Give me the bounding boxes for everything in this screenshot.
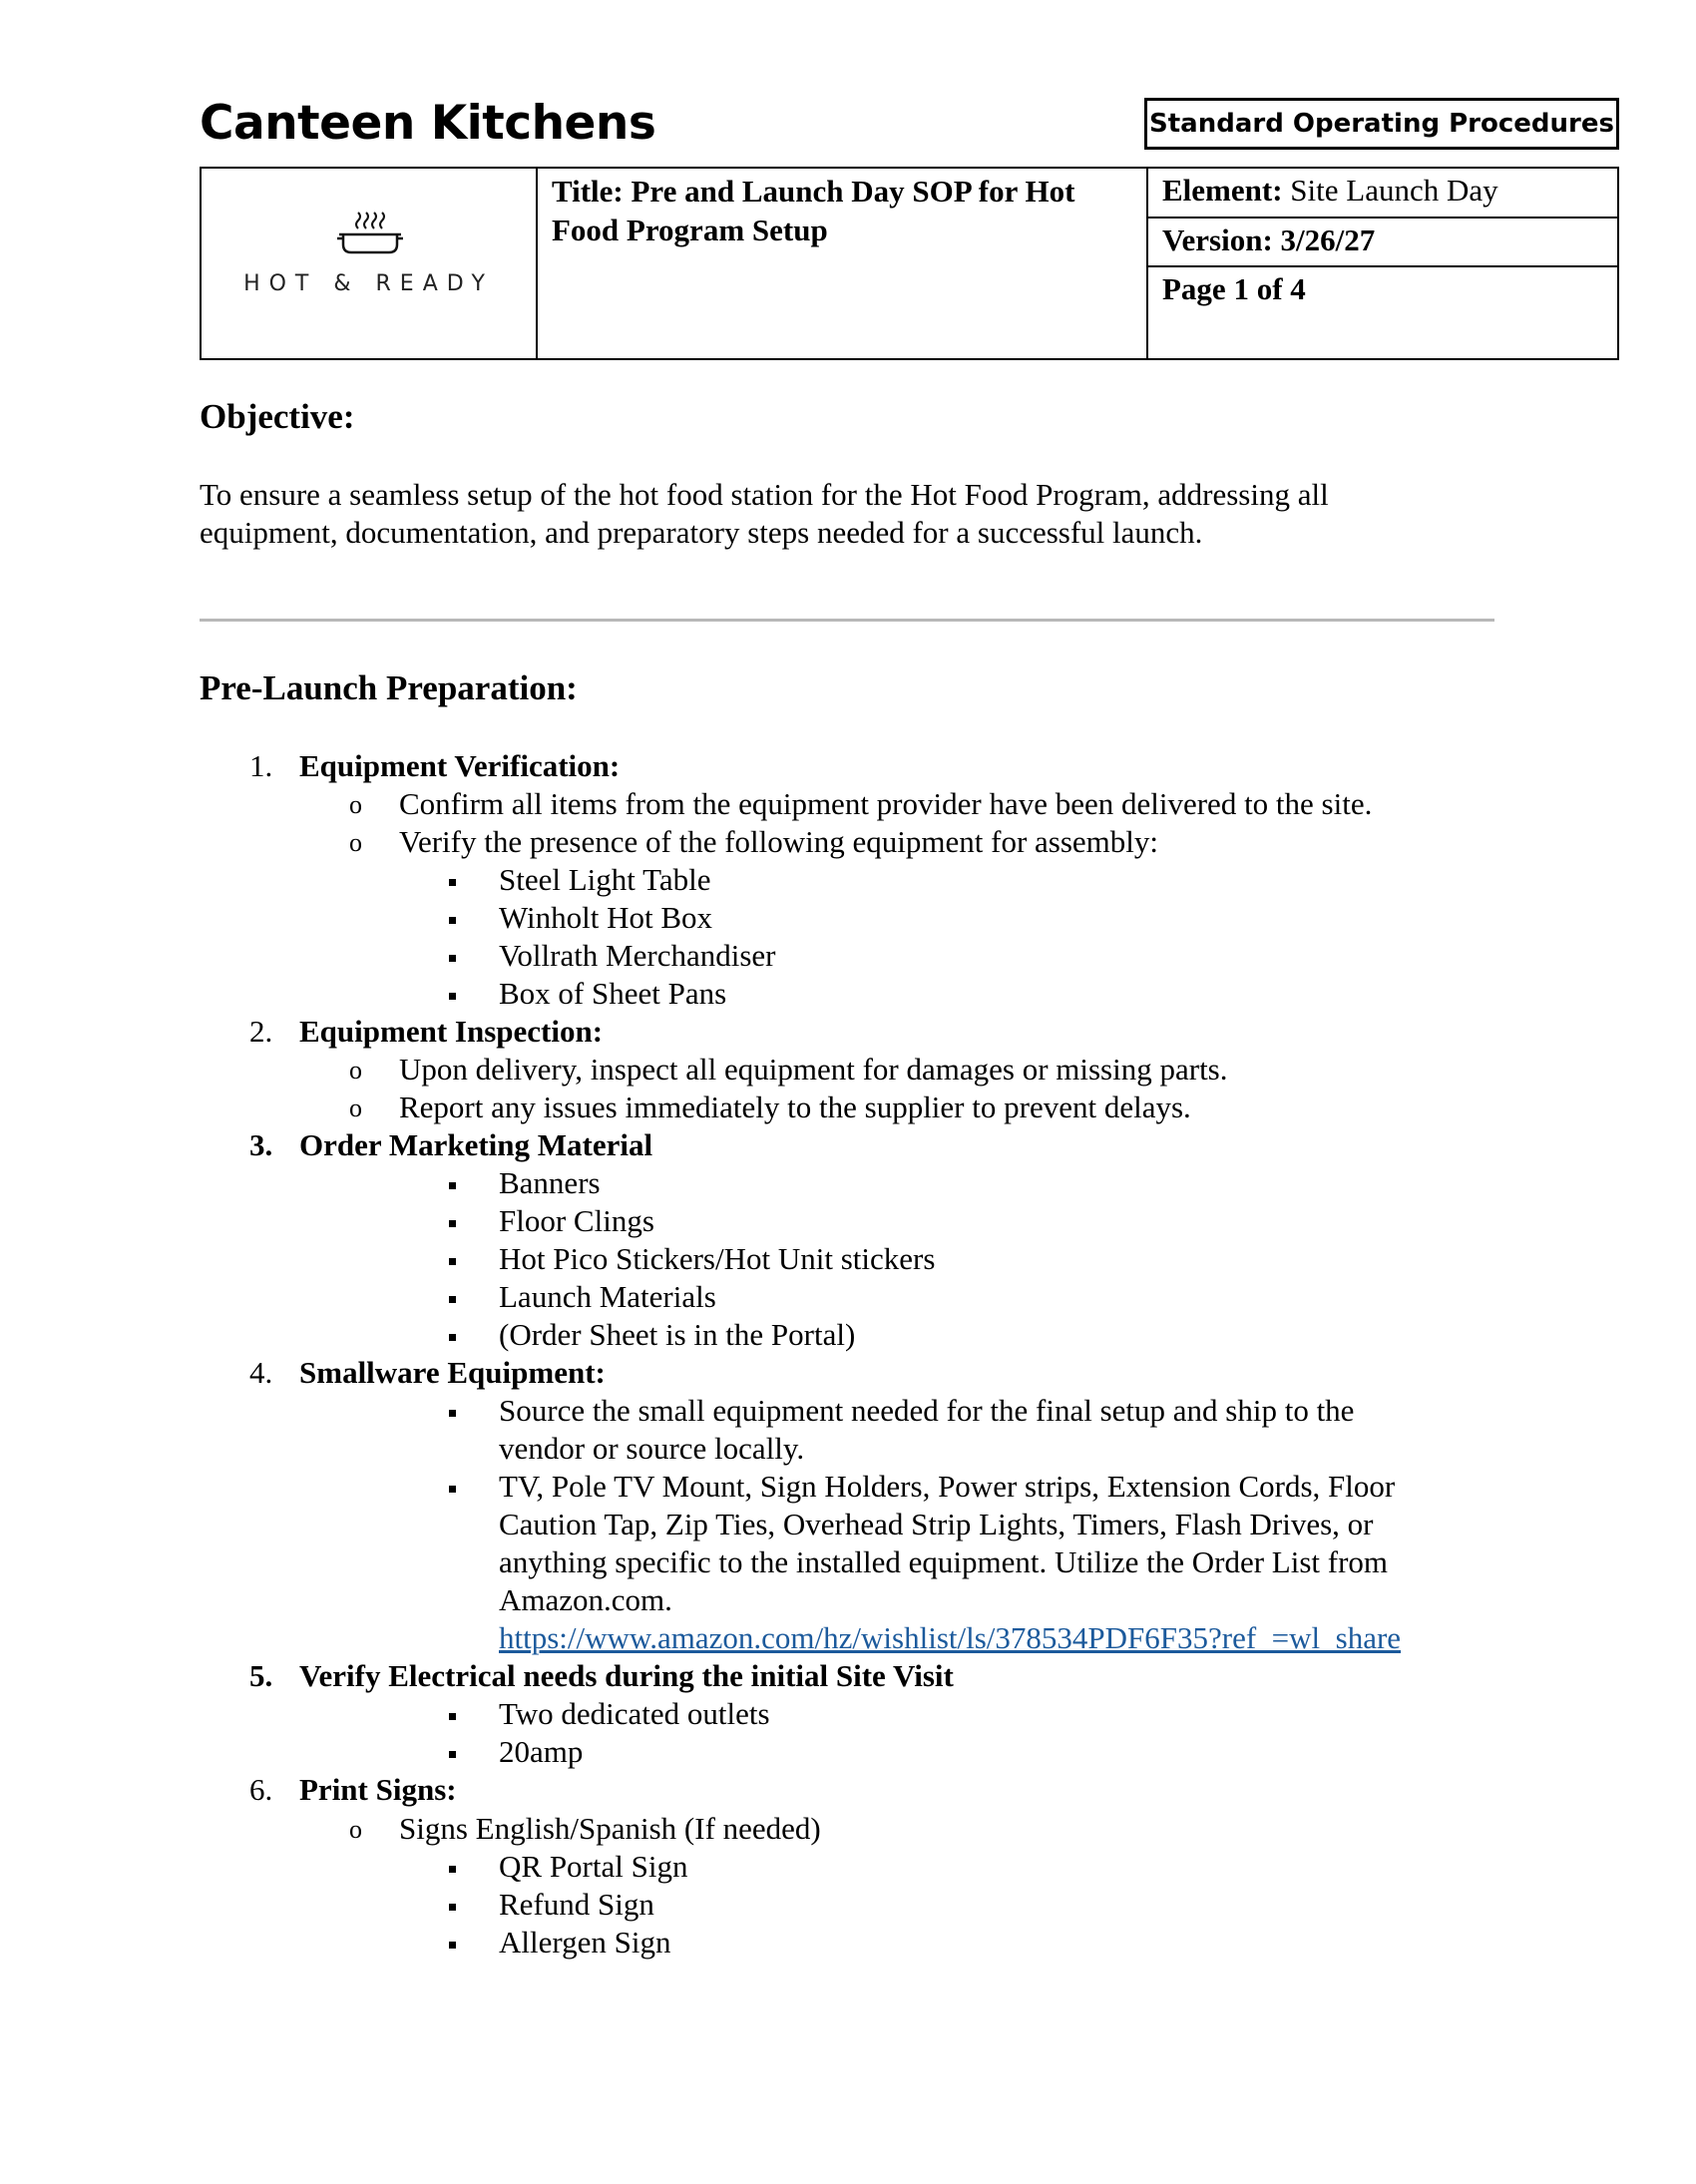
list-item: Steel Light Table bbox=[499, 862, 711, 897]
divider bbox=[200, 619, 1494, 622]
square-bullet bbox=[449, 1866, 456, 1873]
logo-text: HOT & READY bbox=[243, 271, 494, 296]
square-bullet bbox=[449, 1182, 456, 1189]
list-number: 3. bbox=[249, 1127, 273, 1162]
objective-line-2: equipment, documentation, and preparatory steps needed for a successful launch. bbox=[200, 515, 1203, 550]
sop-label: Standard Operating Procedures bbox=[1149, 109, 1614, 139]
square-bullet bbox=[449, 917, 456, 924]
square-bullet bbox=[449, 1334, 456, 1341]
list-item: Report any issues immediately to the supplier to prevent delays. bbox=[399, 1090, 1191, 1124]
circle-bullet: o bbox=[349, 1815, 362, 1844]
section-title: Print Signs: bbox=[299, 1772, 457, 1807]
list-item-line: Caution Tap, Zip Ties, Overhead Strip Lights, Timers, Flash Drives, or bbox=[499, 1507, 1374, 1541]
section-title: Order Marketing Material bbox=[299, 1127, 653, 1162]
square-bullet bbox=[449, 1258, 456, 1265]
square-bullet bbox=[449, 993, 456, 1000]
list-item: Verify the presence of the following equipment for assembly: bbox=[399, 824, 1158, 859]
square-bullet bbox=[449, 1904, 456, 1911]
list-item-line: Source the small equipment needed for the final setup and ship to the bbox=[499, 1393, 1355, 1428]
list-item: Signs English/Spanish (If needed) bbox=[399, 1811, 821, 1846]
steaming-dish-icon bbox=[335, 209, 405, 258]
list-item-line: vendor or source locally. bbox=[499, 1431, 805, 1466]
list-number: 1. bbox=[249, 748, 273, 783]
title-cell bbox=[538, 169, 1148, 358]
list-item: QR Portal Sign bbox=[499, 1849, 688, 1884]
list-item-line: Amazon.com. bbox=[499, 1582, 672, 1617]
list-item: Upon delivery, inspect all equipment for damages or missing parts. bbox=[399, 1052, 1228, 1087]
square-bullet bbox=[449, 1751, 456, 1758]
list-item: Floor Clings bbox=[499, 1203, 654, 1238]
square-bullet bbox=[449, 1942, 456, 1949]
list-number: 4. bbox=[249, 1355, 273, 1390]
section-title: Smallware Equipment: bbox=[299, 1355, 606, 1390]
list-item: Hot Pico Stickers/Hot Unit stickers bbox=[499, 1241, 936, 1276]
list-item: Vollrath Merchandiser bbox=[499, 938, 776, 973]
objective-heading: Objective: bbox=[200, 397, 355, 436]
square-bullet bbox=[449, 1713, 456, 1720]
square-bullet bbox=[449, 1410, 456, 1417]
document-title bbox=[552, 172, 1132, 249]
objective-text bbox=[200, 476, 1496, 552]
list-item: Confirm all items from the equipment provider have been delivered to the site. bbox=[399, 786, 1373, 821]
list-item: Box of Sheet Pans bbox=[499, 976, 727, 1011]
sop-label-box bbox=[1144, 98, 1619, 150]
square-bullet bbox=[449, 955, 456, 962]
list-item: Allergen Sign bbox=[499, 1925, 671, 1960]
element-value: Site Launch Day bbox=[1290, 173, 1498, 208]
list-item: Launch Materials bbox=[499, 1279, 716, 1314]
version-row: Version: 3/26/27 bbox=[1148, 218, 1617, 267]
square-bullet bbox=[449, 1296, 456, 1303]
page-row: Page 1 of 4 bbox=[1162, 271, 1306, 306]
meta-cell bbox=[1148, 169, 1617, 358]
title-line-2: Food Program Setup bbox=[552, 213, 828, 247]
list-item: (Order Sheet is in the Portal) bbox=[499, 1317, 856, 1352]
section-title: Equipment Verification: bbox=[299, 748, 621, 783]
company-name: Canteen Kitchens bbox=[200, 96, 656, 151]
circle-bullet: o bbox=[349, 1056, 362, 1085]
element-row bbox=[1148, 169, 1617, 218]
circle-bullet: o bbox=[349, 790, 362, 819]
circle-bullet: o bbox=[349, 1093, 362, 1122]
list-item-line: TV, Pole TV Mount, Sign Holders, Power strips, Extension Cords, Floor bbox=[499, 1469, 1396, 1504]
list-number: 6. bbox=[249, 1772, 273, 1807]
circle-bullet: o bbox=[349, 828, 362, 857]
header-table bbox=[200, 167, 1619, 360]
square-bullet bbox=[449, 1486, 456, 1493]
section-title: Verify Electrical needs during the initial Site Visit bbox=[299, 1658, 954, 1693]
objective-line-1: To ensure a seamless setup of the hot food station for the Hot Food Program, addressing all bbox=[200, 477, 1329, 512]
square-bullet bbox=[449, 879, 456, 886]
list-item: 20amp bbox=[499, 1734, 584, 1769]
list-number: 5. bbox=[249, 1658, 273, 1693]
list-item: Two dedicated outlets bbox=[499, 1696, 770, 1731]
square-bullet bbox=[449, 1220, 456, 1227]
logo-cell bbox=[202, 169, 538, 358]
list-item-line: anything specific to the installed equipment. Utilize the Order List from bbox=[499, 1544, 1389, 1579]
list-number: 2. bbox=[249, 1014, 273, 1049]
list-item: Banners bbox=[499, 1165, 601, 1200]
list-item: Refund Sign bbox=[499, 1887, 654, 1922]
element-label: Element: bbox=[1162, 173, 1283, 208]
title-line-1: Title: Pre and Launch Day SOP for Hot bbox=[552, 174, 1075, 209]
list-item: Winholt Hot Box bbox=[499, 900, 713, 935]
prelaunch-heading: Pre-Launch Preparation: bbox=[200, 668, 578, 707]
section-title: Equipment Inspection: bbox=[299, 1014, 604, 1049]
amazon-wishlist-link[interactable]: https://www.amazon.com/hz/wishlist/ls/378534PDF6F35?ref_=wl_share bbox=[499, 1620, 1402, 1655]
